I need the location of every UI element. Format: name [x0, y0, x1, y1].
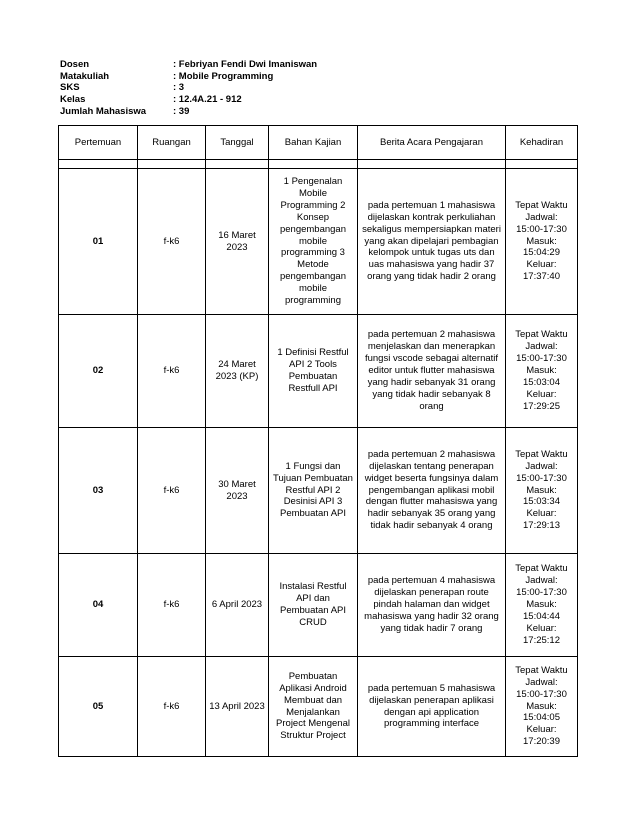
attendance-schedule-label: Jadwal:: [525, 575, 558, 587]
cell-bahan-kajian: 1 Definisi Restful API 2 Tools Pembuatan Restfull API: [269, 315, 358, 428]
table-row: [59, 169, 578, 315]
column-header-ruangan: Ruangan: [138, 126, 206, 160]
header-value: : 12.4A.21 - 912: [173, 94, 242, 106]
header-row-jumlah-mahasiswa: [60, 106, 317, 118]
table-row: [59, 554, 578, 657]
attendance-schedule-label: Jadwal:: [525, 676, 558, 688]
cell-pertemuan: 01: [59, 169, 138, 315]
column-header-berita-acara: Berita Acara Pengajaran: [358, 126, 506, 160]
attendance-out-time: 17:29:13: [523, 520, 560, 532]
cell-kehadiran: [506, 169, 578, 315]
table-row: [59, 315, 578, 428]
column-header-tanggal: Tanggal: [206, 126, 269, 160]
attendance-schedule-label: Jadwal:: [525, 341, 558, 353]
table-body: [59, 160, 578, 757]
lecturer-info-header: [60, 59, 317, 118]
cell-berita-acara: pada pertemuan 2 mahasiswa dijelaskan tentang penerapan widget beserta fungsinya dalam pengembangan aplikasi mobil dengan flutter mahasiswa yang hadir sebanyak 35 orang yang tidak hadir sebanyak 4 orang: [358, 428, 506, 554]
cell-kehadiran: [506, 657, 578, 757]
header-value: : 3: [173, 82, 185, 94]
attendance-status: Tepat Waktu: [515, 329, 568, 341]
table-row: [59, 657, 578, 757]
spacer-cell: [206, 160, 269, 169]
attendance-schedule-label: Jadwal:: [525, 460, 558, 472]
attendance-out-time: 17:25:12: [523, 634, 560, 646]
header-label: Matakuliah: [60, 70, 110, 82]
attendance-out-time: 17:29:25: [523, 400, 560, 412]
column-header-kehadiran: Kehadiran: [506, 126, 578, 160]
header-label: Jumlah Mahasiswa: [60, 105, 147, 117]
attendance-schedule: 15:00-17:30: [516, 688, 567, 700]
header-row-sks: [60, 82, 317, 94]
attendance-status: Tepat Waktu: [515, 448, 568, 460]
attendance-out-label: Keluar:: [526, 622, 557, 634]
cell-ruangan: f-k6: [138, 657, 206, 757]
attendance-status: Tepat Waktu: [515, 664, 568, 676]
attendance-schedule: 15:00-17:30: [516, 587, 567, 599]
spacer-cell: [59, 160, 138, 169]
attendance-out-time: 17:37:40: [523, 271, 560, 283]
cell-pertemuan: 04: [59, 554, 138, 657]
header-row-dosen: [60, 59, 317, 71]
attendance-out-label: Keluar:: [526, 388, 557, 400]
cell-pertemuan: 03: [59, 428, 138, 554]
cell-kehadiran: [506, 315, 578, 428]
cell-tanggal: 13 April 2023: [206, 657, 269, 757]
attendance-schedule-label: Jadwal:: [525, 211, 558, 223]
header-value: : Febriyan Fendi Dwi Imaniswan: [173, 59, 318, 70]
header-label: Kelas: [60, 94, 86, 106]
attendance-in-time: 15:03:04: [523, 376, 560, 388]
cell-tanggal: 24 Maret 2023 (KP): [206, 315, 269, 428]
cell-ruangan: f-k6: [138, 315, 206, 428]
table-header: [59, 126, 578, 160]
column-header-pertemuan: Pertemuan: [59, 126, 138, 160]
cell-berita-acara: pada pertemuan 4 mahasiswa dijelaskan penerapan route pindah halaman dan widget mahasiswa yang hadir 32 orang yang tidak hadir 7 orang: [358, 554, 506, 657]
header-row-matakuliah: [60, 71, 317, 83]
spacer-cell: [506, 160, 578, 169]
header-row-kelas: [60, 94, 317, 106]
attendance-out-label: Keluar:: [526, 259, 557, 271]
attendance-in-time: 15:03:34: [523, 496, 560, 508]
cell-ruangan: f-k6: [138, 554, 206, 657]
cell-tanggal: 6 April 2023: [206, 554, 269, 657]
table-row: [59, 428, 578, 554]
cell-pertemuan: 02: [59, 315, 138, 428]
attendance-in-time: 15:04:29: [523, 247, 560, 259]
attendance-out-label: Keluar:: [526, 724, 557, 736]
cell-tanggal: 16 Maret 2023: [206, 169, 269, 315]
cell-ruangan: f-k6: [138, 169, 206, 315]
cell-berita-acara: pada pertemuan 5 mahasiswa dijelaskan penerapan aplikasi dengan api application programming interface: [358, 657, 506, 757]
cell-berita-acara: pada pertemuan 1 mahasiswa dijelaskan kontrak perkuliahan sekaligus mempersiapkan materi yang akan dipelajari pembagian kelompok untuk tugas uts dan uas mahasiswa yang hadir 37 orang yang tidak hadir 2 orang: [358, 169, 506, 315]
header-value: : 39: [173, 105, 190, 117]
attendance-schedule: 15:00-17:30: [516, 223, 567, 235]
attendance-in-time: 15:04:05: [523, 712, 560, 724]
attendance-status: Tepat Waktu: [515, 563, 568, 575]
header-value: : Mobile Programming: [173, 70, 274, 82]
attendance-out-label: Keluar:: [526, 508, 557, 520]
spacer-cell: [269, 160, 358, 169]
cell-bahan-kajian: 1 Fungsi dan Tujuan Pembuatan Restful API 2 Desinisi API 3 Pembuatan API: [269, 428, 358, 554]
spacer-cell: [358, 160, 506, 169]
attendance-in-label: Masuk:: [526, 484, 557, 496]
column-header-bahan-kajian: Bahan Kajian: [269, 126, 358, 160]
cell-kehadiran: [506, 554, 578, 657]
cell-tanggal: 30 Maret 2023: [206, 428, 269, 554]
cell-berita-acara: pada pertemuan 2 mahasiswa menjelaskan dan menerapkan fungsi vscode sebagai alternatif editor untuk flutter mahasiswa yang hadir sebanyak 31 orang yang tidak hadir sebanyak 8 orang: [358, 315, 506, 428]
attendance-in-label: Masuk:: [526, 700, 557, 712]
attendance-status: Tepat Waktu: [515, 199, 568, 211]
attendance-in-time: 15:04:44: [523, 610, 560, 622]
cell-ruangan: f-k6: [138, 428, 206, 554]
attendance-schedule: 15:00-17:30: [516, 353, 567, 365]
attendance-in-label: Masuk:: [526, 235, 557, 247]
header-label: Dosen: [60, 59, 90, 70]
attendance-in-label: Masuk:: [526, 365, 557, 377]
table-spacer-row: [59, 160, 578, 169]
spacer-cell: [138, 160, 206, 169]
cell-kehadiran: [506, 428, 578, 554]
cell-bahan-kajian: Pembuatan Aplikasi Android Membuat dan Menjalankan Project Mengenal Struktur Project: [269, 657, 358, 757]
cell-pertemuan: 05: [59, 657, 138, 757]
table-header-row: [59, 126, 578, 160]
teaching-report-table: [58, 125, 578, 757]
cell-bahan-kajian: Instalasi Restful API dan Pembuatan API CRUD: [269, 554, 358, 657]
header-label: SKS: [60, 82, 80, 94]
attendance-out-time: 17:20:39: [523, 736, 560, 748]
attendance-in-label: Masuk:: [526, 599, 557, 611]
attendance-schedule: 15:00-17:30: [516, 472, 567, 484]
cell-bahan-kajian: 1 Pengenalan Mobile Programming 2 Konsep pengembangan mobile programming 3 Metode pengembangan mobile programming: [269, 169, 358, 315]
